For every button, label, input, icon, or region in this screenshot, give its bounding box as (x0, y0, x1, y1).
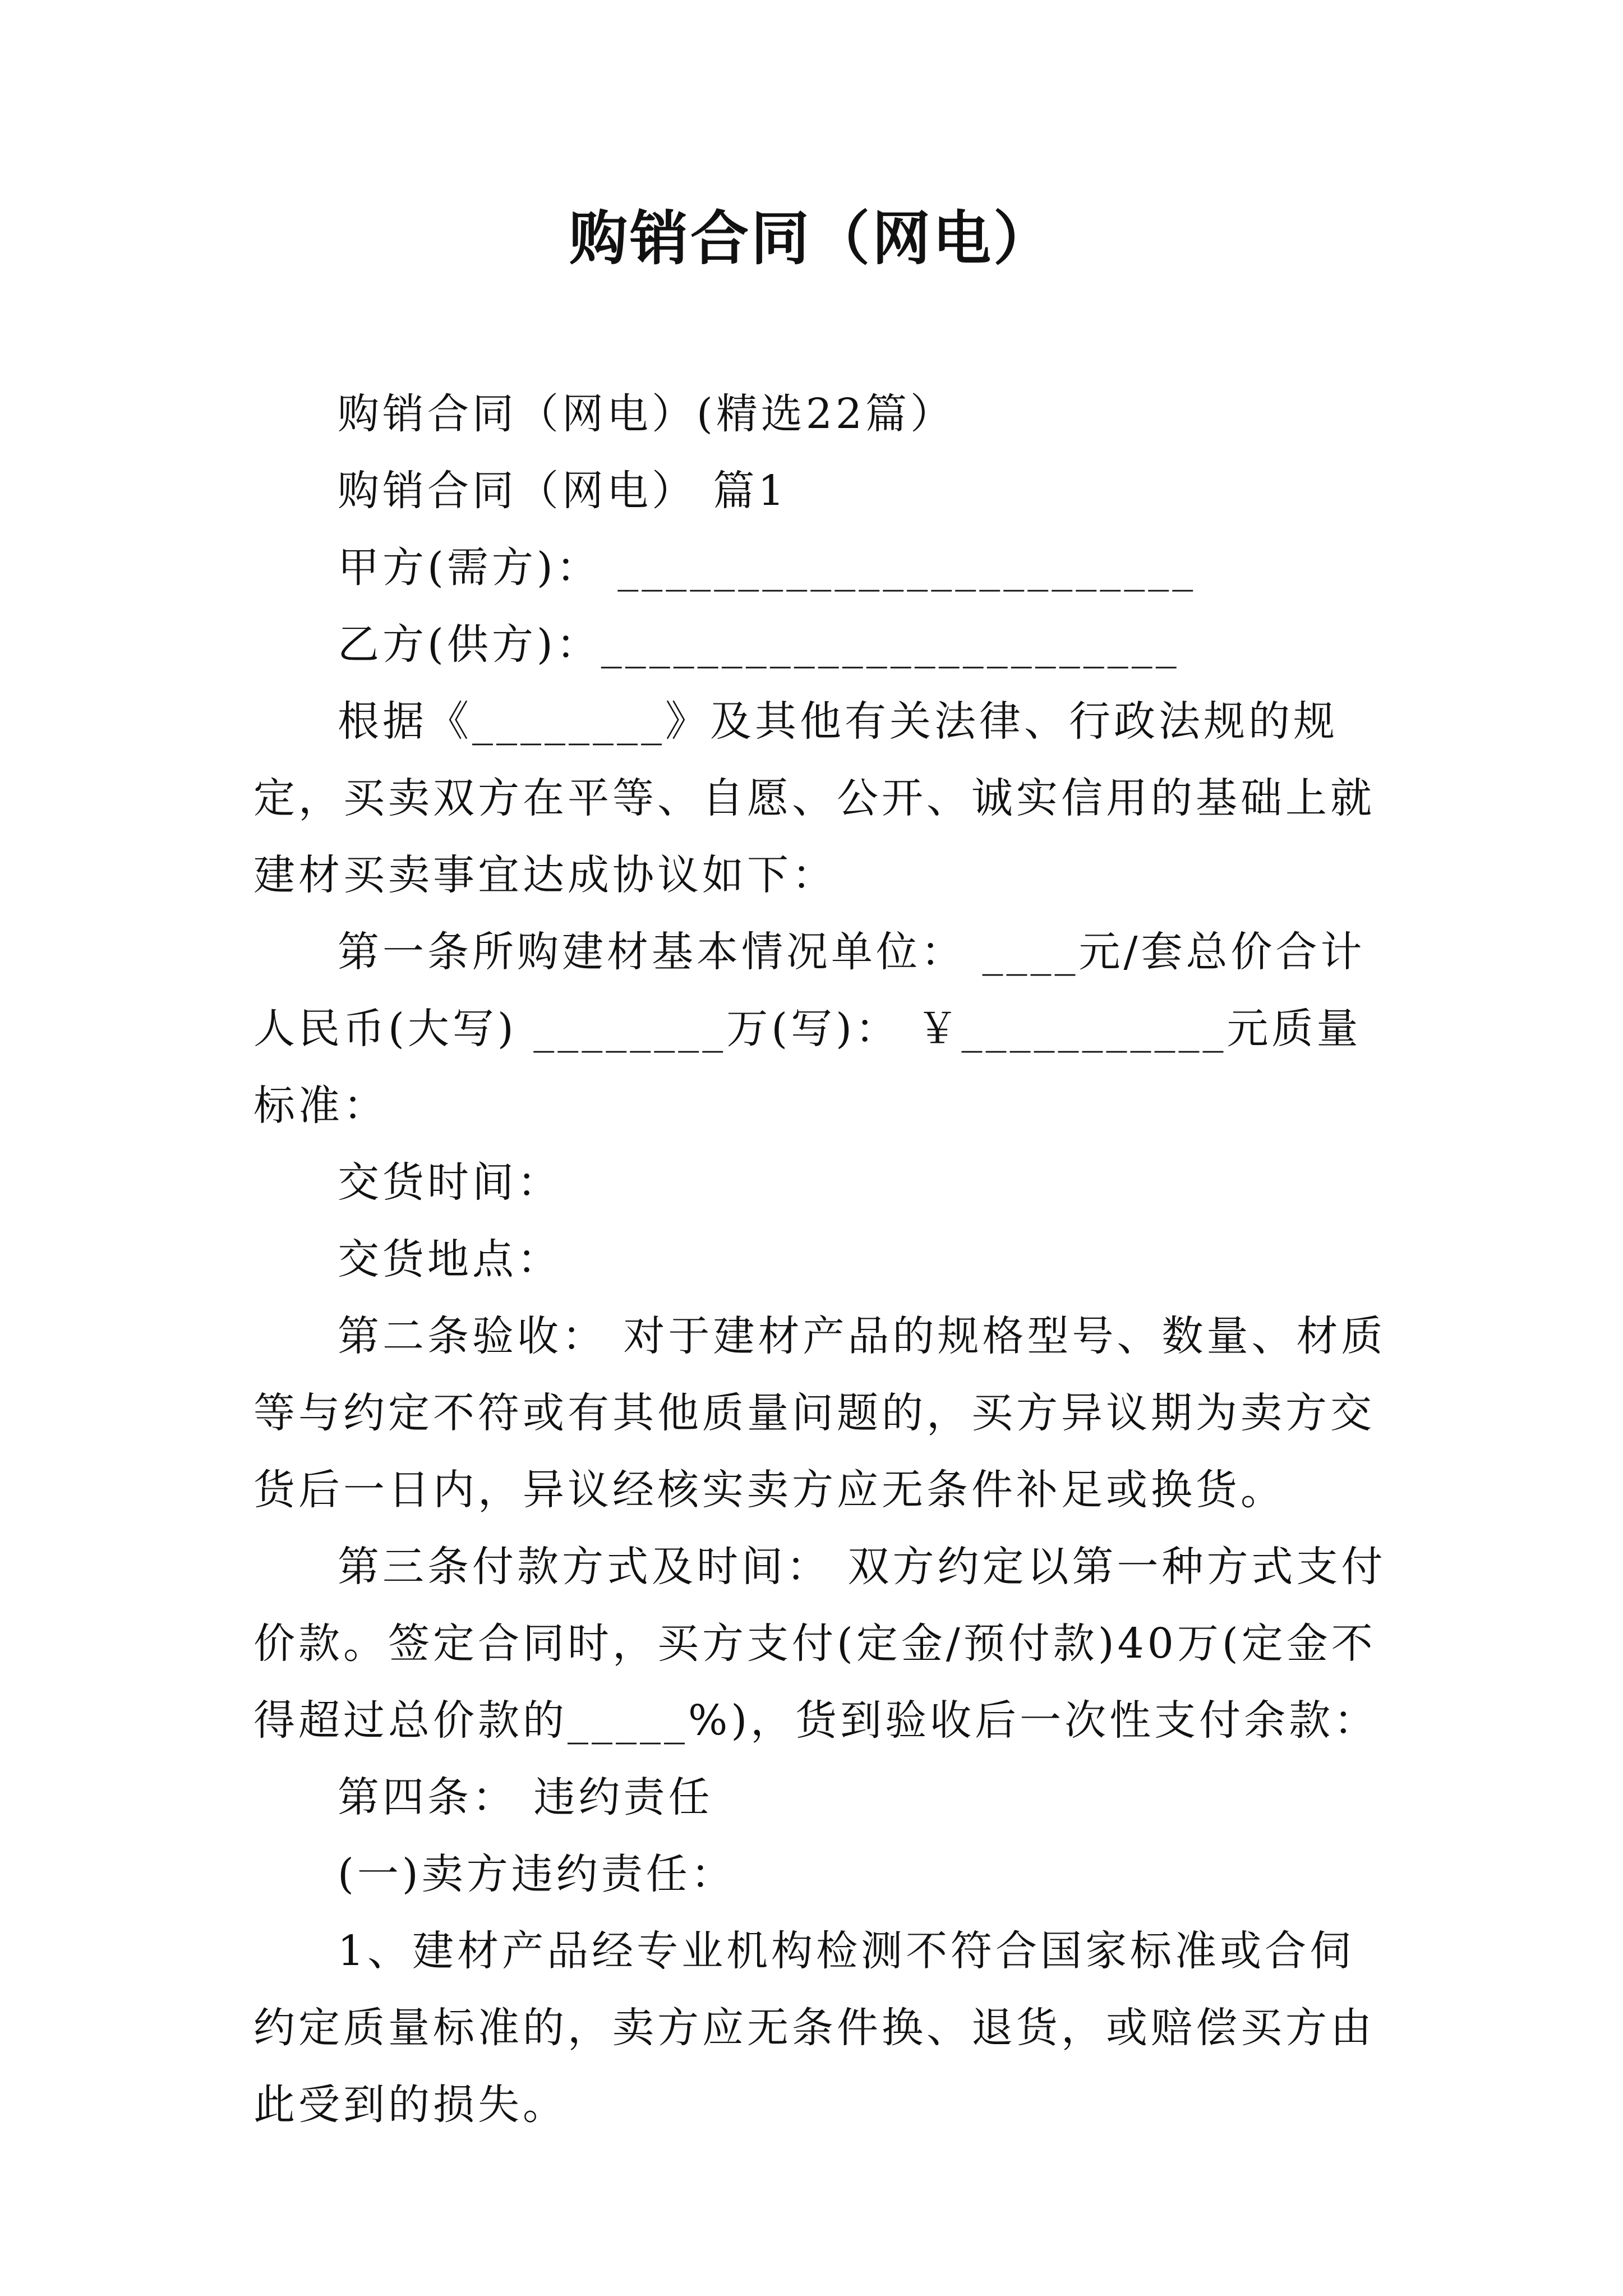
paragraph-article-4: 第四条： 违约责任 (338, 1773, 713, 1821)
paragraph-party-a: 甲方(需方)： ________________________ (338, 544, 1197, 592)
paragraph-section-heading: 购销合同（网电） 篇1 (338, 467, 788, 515)
paragraph-article-2: 第二条验收： 对于建材产品的规格型号、数量、材质等与约定不符或有其他质量问题的，买方异议期为卖方交货后一日内，异议经核实卖方应无条件补足或换货。 (253, 1312, 1386, 1514)
paragraph-article-1: 第一条所购建材基本情况单位： ____元/套总价合计人民币(大写) ________万(写)： ￥___________元质量标准： (253, 928, 1366, 1130)
paragraph-article-3: 第三条付款方式及时间： 双方约定以第一种方式支付价款。签定合同时，买方支付(定金/预付款)40万(定金不得超过总价款的_____%)，货到验收后一次性支付余款： (253, 1543, 1386, 1745)
paragraph-seller-liability: (一)卖方违约责任： (338, 1850, 736, 1898)
paragraph-party-b: 乙方(供方)：________________________ (338, 620, 1180, 669)
paragraph-preamble: 根据《________》及其他有关法律、行政法规的规定，买卖双方在平等、自愿、公开、诚实信用的基础上就建材买卖事宜达成协议如下： (253, 697, 1375, 899)
paragraph-delivery-time: 交货时间： (338, 1158, 562, 1207)
document-title: 购销合同（网电） (569, 204, 1054, 273)
document-body (253, 376, 1398, 2143)
paragraph-delivery-place: 交货地点： (338, 1235, 562, 1283)
paragraph-clause-1: 1、建材产品经专业机构检测不符合国家标准或合伺约定质量标准的，卖方应无条件换、退货，或赔偿买方由此受到的损失。 (253, 1927, 1375, 2129)
paragraph-subtitle: 购销合同（网电）(精选22篇） (338, 390, 956, 438)
